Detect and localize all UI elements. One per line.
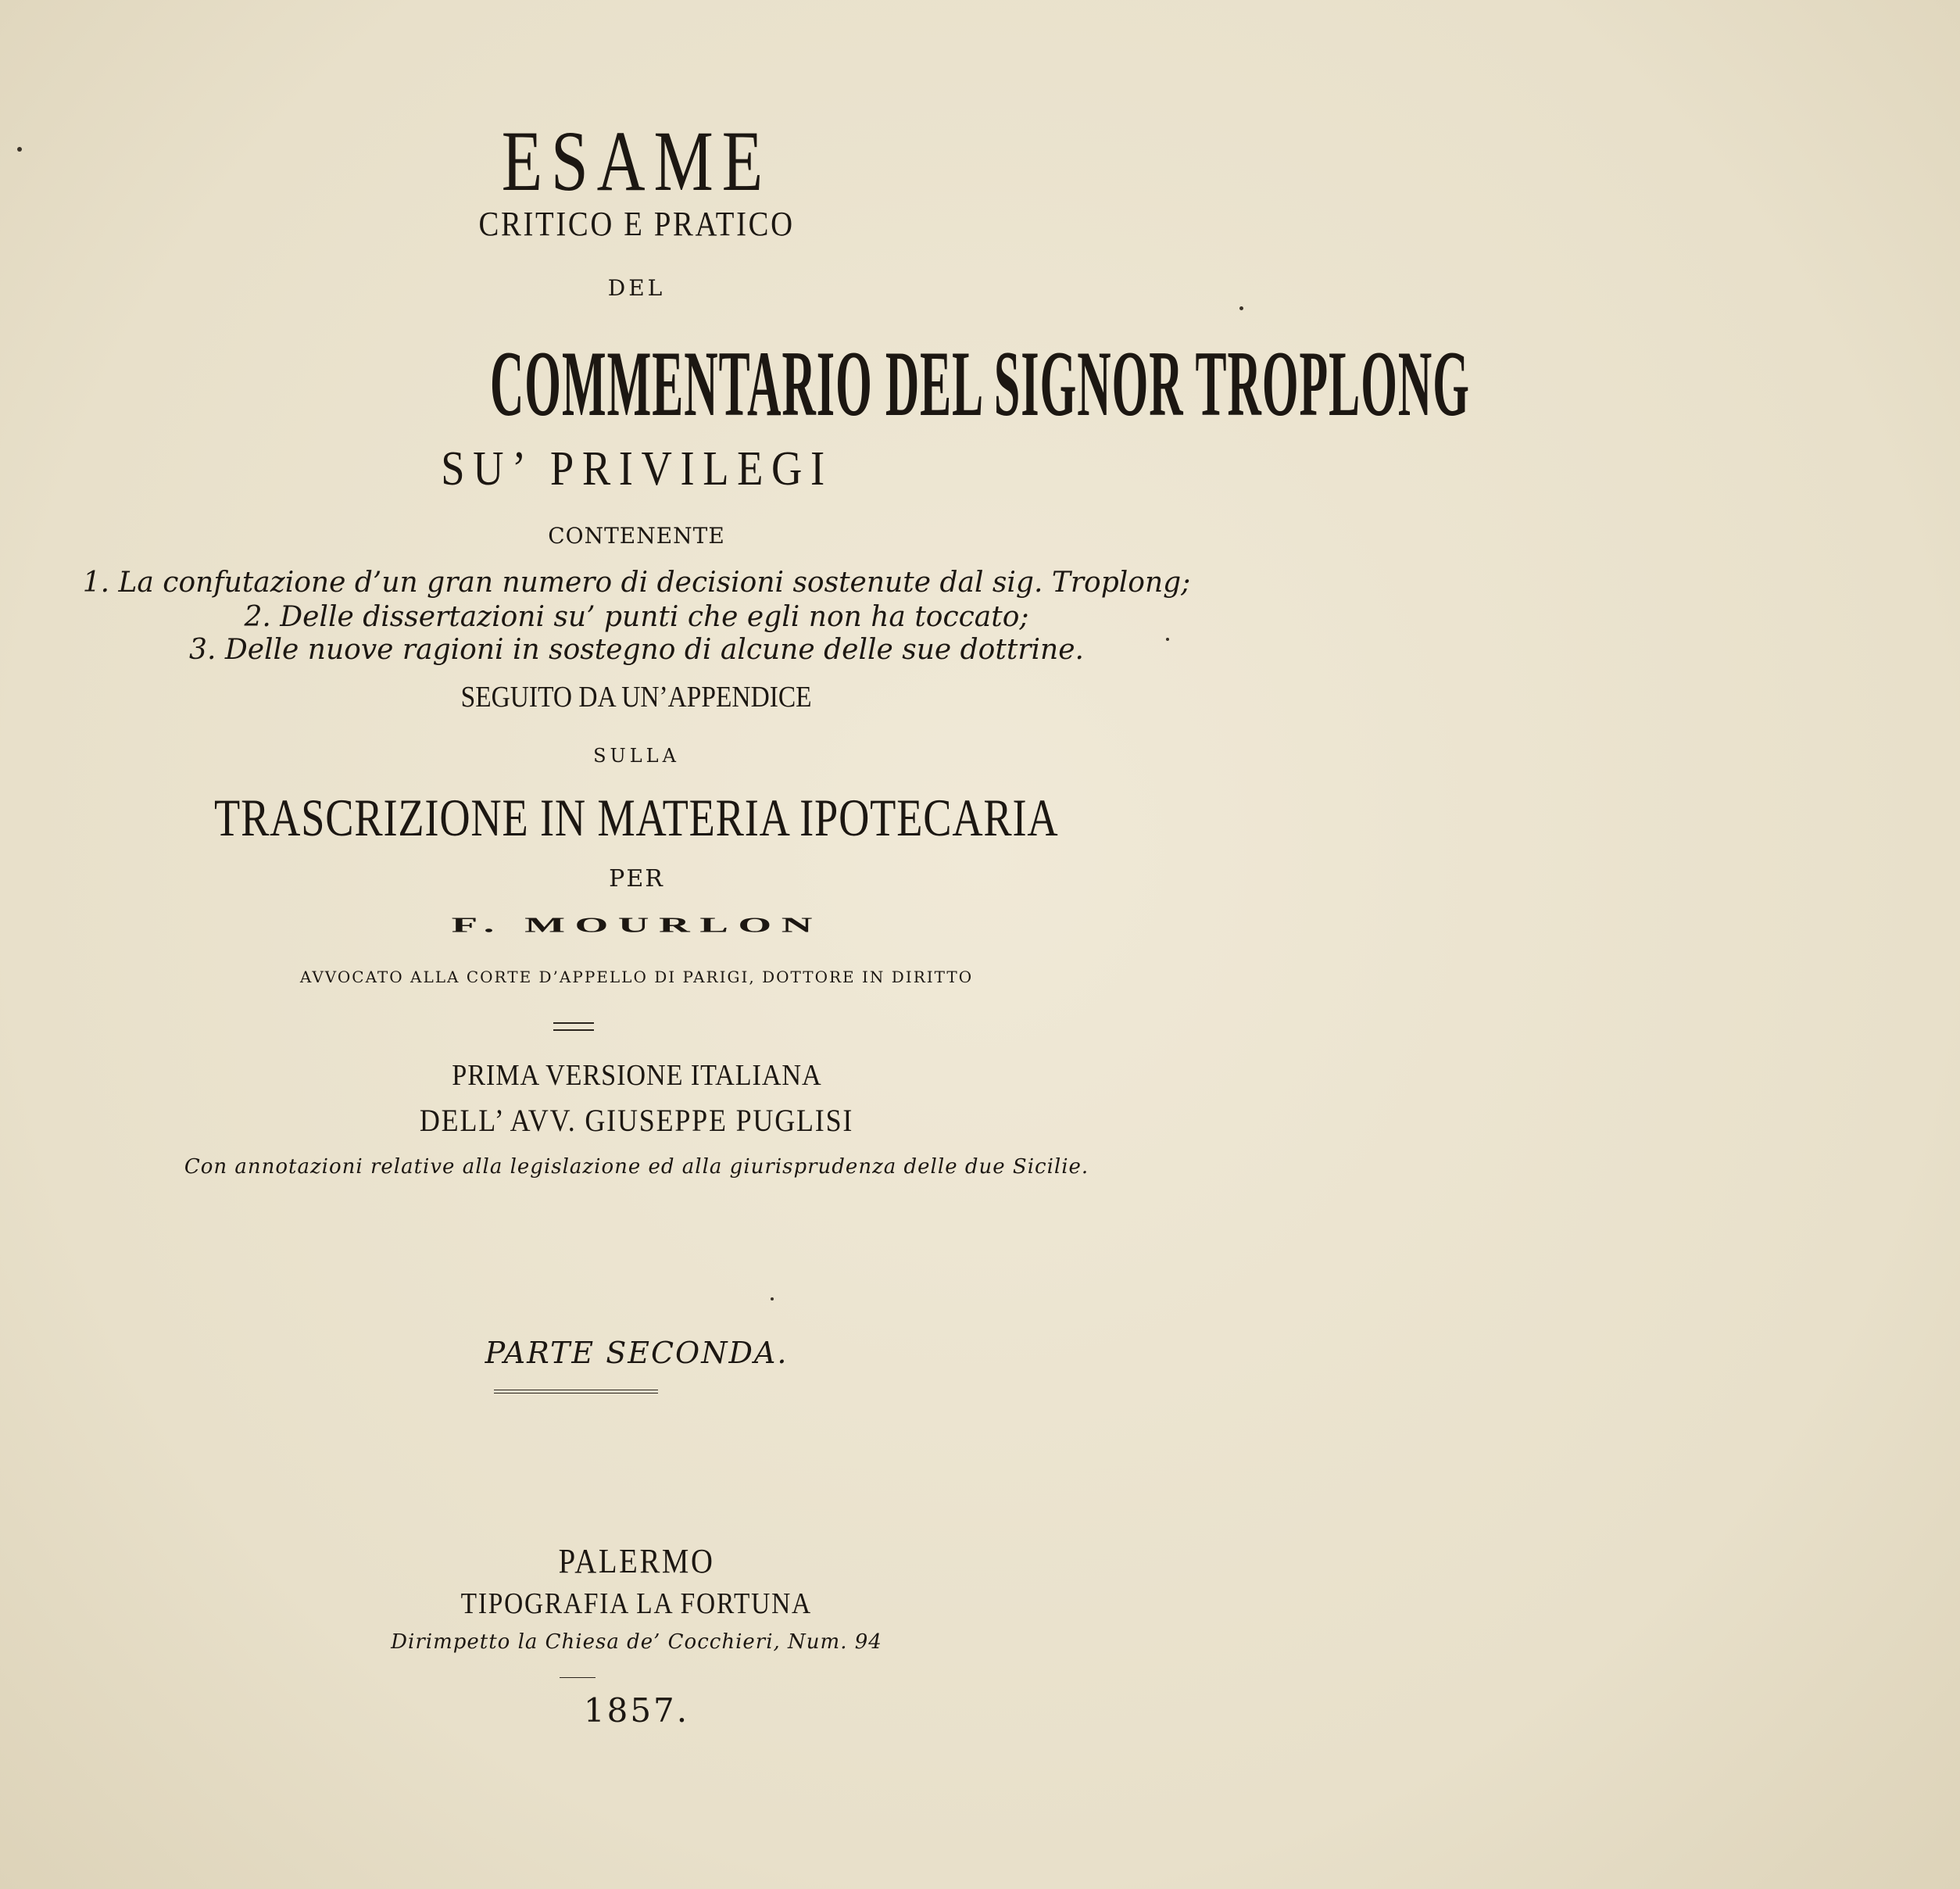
paper-speck <box>17 147 22 152</box>
main-heading: ESAME <box>501 113 772 209</box>
contents-item: 3. Delle nuove ragioni in sostegno di alcune delle sue dottrine. <box>189 634 1084 666</box>
book-title-line2: SU’ PRIVILEGI <box>440 442 833 496</box>
appendix-intro: SEGUITO DA UN’APPENDICE <box>461 681 812 714</box>
edition-statement: PRIMA VERSIONE ITALIANA <box>451 1059 822 1092</box>
contents-label: CONTENENTE <box>548 523 725 549</box>
contents-item: 2. Delle dissertazioni su’ punti che egli non ha toccato; <box>244 601 1029 633</box>
connector-sulla: SULLA <box>593 745 680 767</box>
paper-speck <box>1166 638 1169 641</box>
translator: DELL’ AVV. GIUSEPPE PUGLISI <box>419 1103 854 1138</box>
author-credentials: AVVOCATO ALLA CORTE D’APPELLO DI PARIGI, DOTTORE IN DIRITTO <box>299 968 974 986</box>
imprint-year: 1857. <box>583 1691 690 1730</box>
subtitle: CRITICO E PRATICO <box>478 205 795 243</box>
author-name: F. MOURLON <box>451 913 822 937</box>
annotations-note: Con annotazioni relative alla legislazione ed alla giurisprudenza delle due Sicilie. <box>184 1155 1089 1179</box>
paper-speck <box>771 1297 774 1300</box>
double-rule-divider <box>553 1022 594 1031</box>
connector-per: PER <box>609 865 664 893</box>
short-rule-divider <box>560 1677 596 1678</box>
part-label: PARTE SECONDA. <box>485 1336 789 1370</box>
rule-divider <box>494 1390 658 1393</box>
appendix-title: TRASCRIZIONE IN MATERIA IPOTECARIA <box>214 788 1059 847</box>
imprint-city: PALERMO <box>558 1542 715 1580</box>
contents-item: 1. La confutazione d’un gran numero di decisioni sostenute dal sig. Troplong; <box>82 567 1191 599</box>
paper-speck <box>1239 306 1243 310</box>
connector-del: DEL <box>607 275 666 301</box>
imprint-printer: TIPOGRAFIA LA FORTUNA <box>460 1587 813 1620</box>
book-title: COMMENTARIO DEL SIGNOR TROPLONG <box>489 331 1470 435</box>
imprint-address: Dirimpetto la Chiesa de’ Cocchieri, Num. 94 <box>391 1630 882 1654</box>
